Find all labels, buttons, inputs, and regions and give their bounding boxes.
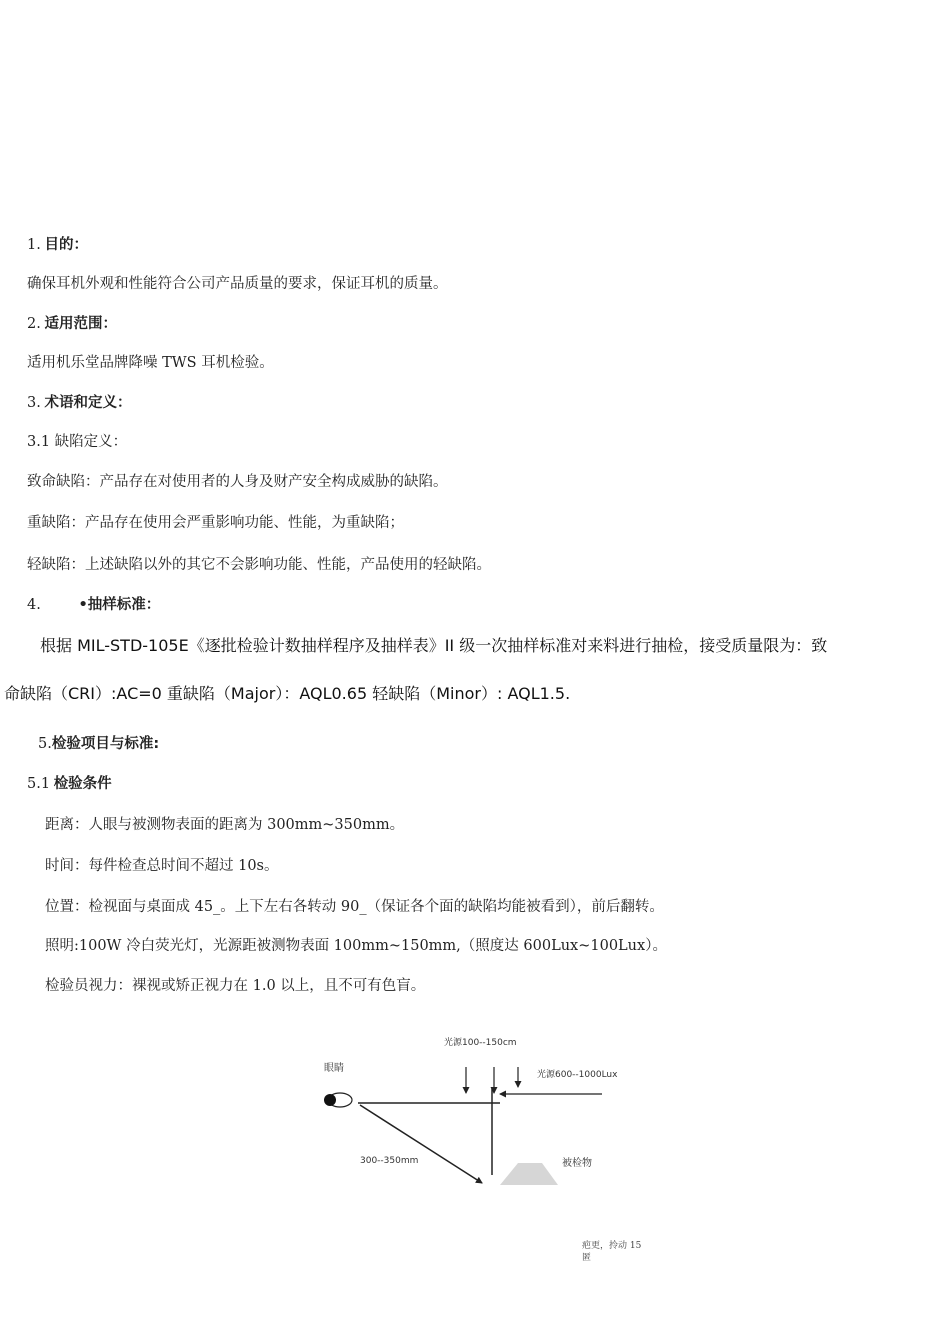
- inspection-distance: 距离：人眼与被测物表面的距离为 300mm~350mm。: [45, 817, 405, 833]
- section-3-heading: [27, 393, 131, 413]
- light-distance-label: 光源100--150cm: [444, 1038, 517, 1048]
- section-1-heading: [27, 235, 88, 255]
- section-5-number: 5.: [38, 736, 52, 752]
- section-1-number: 1.: [27, 237, 41, 253]
- section-5-1-heading: [27, 774, 112, 794]
- major-defect-definition: 重缺陷：产品存在使用会严重影响功能、性能，为重缺陷；: [27, 515, 404, 531]
- section-2-body: 适用机乐堂品牌降噪 TWS 耳机检验。: [27, 355, 274, 371]
- section-3-1-heading: 3.1 缺陷定义：: [27, 434, 128, 450]
- section-5-heading: [38, 734, 159, 754]
- light-lux-label: 光源600--1000Lux: [537, 1070, 618, 1080]
- eye-icon: [324, 1093, 352, 1107]
- section-2-title: 适用范围：: [44, 316, 117, 332]
- section-4-number: 4.: [27, 597, 41, 613]
- inspection-setup-diagram: [310, 1025, 640, 1190]
- footnote-line-2: 匿: [582, 1253, 592, 1263]
- eye-label: 眼睛: [324, 1063, 344, 1074]
- inspected-object: [500, 1163, 558, 1185]
- footnote-line-1: 疤更，拎动 15: [582, 1241, 642, 1251]
- inspector-vision: 检验员视力：裸视或矫正视力在 1.0 以上，且不可有色盲。: [45, 978, 426, 994]
- inspection-position: 位置：检视面与桌面成 45_。上下左右各转动 90_（保证各个面的缺陷均能被看到），前后翻转。: [45, 899, 664, 915]
- viewing-angle-line: [360, 1105, 482, 1183]
- object-label: 被检物: [562, 1158, 592, 1169]
- section-2-number: 2.: [27, 316, 41, 332]
- section-2-heading: [27, 314, 117, 334]
- section-3-title: 术语和定义：: [44, 395, 132, 411]
- section-4-heading: [27, 595, 160, 615]
- inspection-lighting: 照明:100W 冷白荧光灯，光源距被测物表面 100mm~150mm,（照度达 600Lux~100Lux）。: [45, 938, 667, 954]
- section-5-title: 检验项目与标准:: [51, 736, 160, 752]
- section-1-title: 目的：: [44, 237, 88, 253]
- critical-defect-definition: 致命缺陷：产品存在对使用者的人身及财产安全构成威胁的缺陷。: [27, 474, 448, 490]
- distance-label: 300--350mm: [360, 1156, 419, 1166]
- section-5-1-number: 5.1: [27, 776, 51, 792]
- section-1-body: 确保耳机外观和性能符合公司产品质量的要求，保证耳机的质量。: [27, 276, 448, 292]
- minor-defect-definition: 轻缺陷：上述缺陷以外的其它不会影响功能、性能，产品使用的轻缺陷。: [27, 557, 491, 573]
- section-4-body-line-2: 命缺陷（CRI）:AC=0 重缺陷（Major）：AQL0.65 轻缺陷（Minor）: AQL1.5.: [4, 684, 571, 703]
- section-4-body-line-1: 根据 MIL-STD-105E《逐批检验计数抽样程序及抽样表》II 级一次抽样标准对来料进行抽检，接受质量限为：致: [40, 636, 828, 655]
- section-3-number: 3.: [27, 395, 41, 411]
- section-5-1-title: 检验条件: [53, 776, 112, 792]
- section-4-title: •抽样标准：: [78, 597, 161, 613]
- inspection-time: 时间：每件检查总时间不超过 10s。: [45, 858, 279, 874]
